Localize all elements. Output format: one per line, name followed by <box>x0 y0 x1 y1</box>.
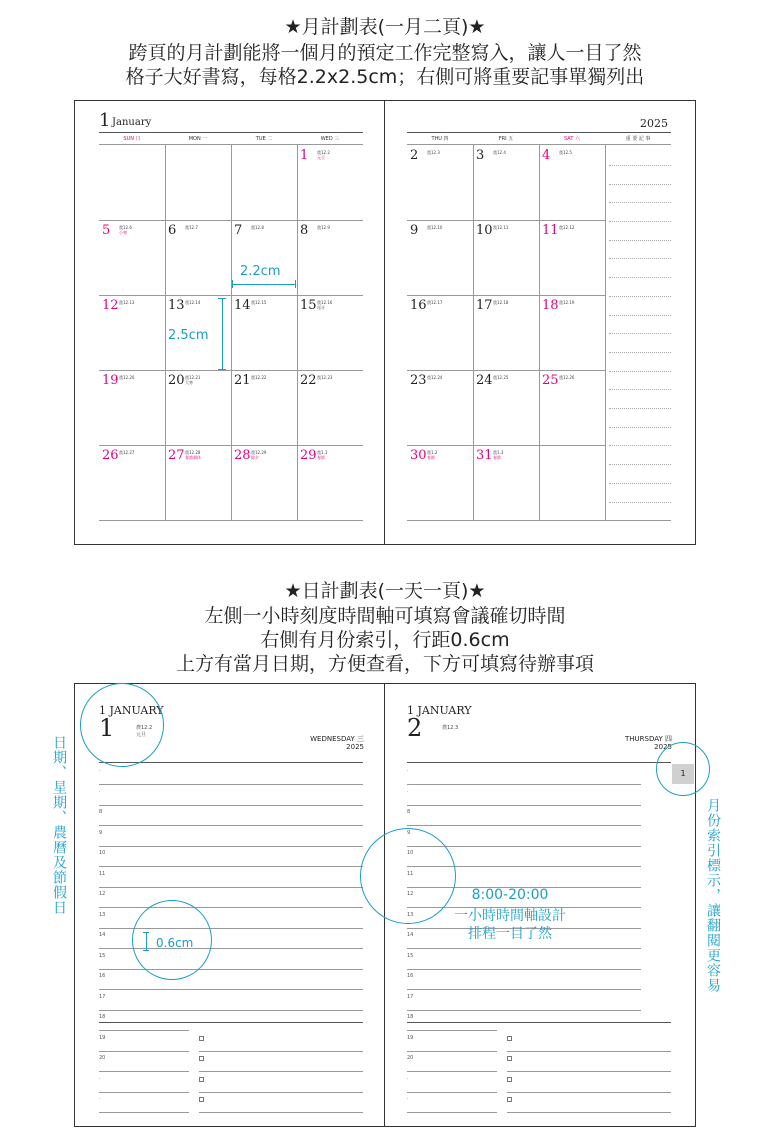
hour-rule <box>99 887 363 888</box>
lunar-date: 農12.11 <box>493 225 509 230</box>
lunar-date: 農12.3 <box>427 150 440 155</box>
hour-label: 15 <box>99 953 106 959</box>
daily-desc-1: 左側一小時刻度時間軸可填寫會議確切時間 <box>204 605 566 627</box>
hour-label: 12 <box>407 891 414 897</box>
spacing-dim-line <box>146 932 147 950</box>
height-dim-cap-bottom <box>218 369 226 370</box>
lunar-date: 農12.22 <box>251 375 267 380</box>
month-name: January <box>112 117 152 128</box>
day1-year: 2025 <box>346 743 364 751</box>
hour-label: 8 <box>99 809 103 815</box>
hour-rule <box>407 1010 641 1011</box>
day-number: 7 <box>234 223 243 238</box>
lunar-date: 農12.15 <box>251 300 267 305</box>
day-number: 17 <box>476 298 493 313</box>
notes-line <box>609 464 671 465</box>
holiday-name: 春節 <box>427 455 435 460</box>
day-number: 12 <box>102 298 119 313</box>
cell-width-label: 2.2cm <box>240 264 281 279</box>
notes-line <box>609 184 671 185</box>
hour-rule <box>407 1071 497 1072</box>
day-number: 3 <box>476 148 485 163</box>
daily-desc-2: 右側有月份索引，行距0.6cm <box>260 629 510 651</box>
month-bottom-rule-left <box>99 520 363 521</box>
month-top-rule-left <box>99 132 363 133</box>
day-number: 21 <box>234 373 251 388</box>
todo-divider-left <box>99 1022 363 1023</box>
lunar-date: 農12.12 <box>559 225 575 230</box>
lunar-date: 農12.23 <box>317 375 333 380</box>
holiday-name: 除夕 <box>251 455 259 460</box>
spacing-dim-cap-top <box>143 932 149 933</box>
lunar-date: 農12.20 <box>119 375 135 380</box>
spacing-dim-cap-bottom <box>143 950 149 951</box>
hour-label: 19 <box>99 1035 106 1041</box>
notes-line <box>609 389 671 390</box>
hour-label: 9 <box>407 830 411 836</box>
todo-rule <box>507 1112 671 1113</box>
day-number: 11 <box>542 223 559 238</box>
todo-checkbox <box>199 1097 204 1102</box>
holiday-name: 元旦 <box>317 155 325 160</box>
hour-label: 16 <box>407 973 414 979</box>
hour-label: 19 <box>407 1035 414 1041</box>
monthly-right-page <box>384 100 696 545</box>
col-rule <box>539 145 540 520</box>
lunar-date: 農12.4 <box>493 150 506 155</box>
todo-checkbox <box>507 1097 512 1102</box>
monthly-title: ★月計劃表(一月二頁)★ <box>284 16 486 38</box>
month-bottom-rule-right <box>407 520 671 521</box>
hour-rule <box>99 846 363 847</box>
hour-label: · <box>99 789 101 795</box>
month-index-tab[interactable]: 1 <box>672 764 694 784</box>
notes-line <box>609 240 671 241</box>
weekday-header: SAT 六 <box>564 136 580 142</box>
hour-rule <box>99 907 363 908</box>
col-rule <box>473 145 474 520</box>
day-number: 28 <box>234 448 251 463</box>
lunar-date: 農12.7 <box>185 225 198 230</box>
day-number: 22 <box>300 373 317 388</box>
notes-line <box>609 165 671 166</box>
hour-label: 9 <box>99 830 103 836</box>
lunar-date: 農12.29 <box>251 450 267 455</box>
day-number: 25 <box>542 373 559 388</box>
lunar-date: 農1.2 <box>427 450 438 455</box>
day1-month: 1 JANUARY <box>99 704 164 717</box>
lunar-date: 農12.14 <box>185 300 201 305</box>
hour-rule <box>407 989 641 990</box>
hour-rule <box>99 1112 189 1113</box>
month-number: 1 <box>99 110 111 131</box>
day-top-rule <box>407 762 671 763</box>
day2-weekday: THURSDAY 四 <box>625 735 672 743</box>
holiday-name: 春節 <box>493 455 501 460</box>
todo-checkbox <box>507 1077 512 1082</box>
width-dim-cap-right <box>295 280 296 288</box>
col-rule <box>605 145 606 520</box>
hour-rule <box>407 969 641 970</box>
lunar-date: 農12.19 <box>559 300 575 305</box>
monthly-desc-1: 跨頁的月計劃能將一個月的預定工作完整寫入，讓人一目了然 <box>128 42 642 64</box>
hour-rule <box>99 969 363 970</box>
notes-line <box>609 408 671 409</box>
todo-checkbox <box>199 1077 204 1082</box>
notes-header: 重 要 記 事 <box>625 136 651 142</box>
hour-label: · <box>99 768 101 774</box>
day1-holiday: 元旦 <box>136 732 147 738</box>
hour-rule <box>407 1092 497 1093</box>
hour-rule <box>407 825 641 826</box>
hour-rule <box>99 1051 189 1052</box>
week-rule-right <box>407 295 605 296</box>
day-number: 8 <box>300 223 309 238</box>
hour-rule <box>99 866 363 867</box>
hour-label: 17 <box>407 994 414 1000</box>
todo-rule <box>199 1092 363 1093</box>
monthly-left-page <box>74 100 385 545</box>
hour-label: 20 <box>407 1055 414 1061</box>
col-rule <box>297 145 298 520</box>
hour-label: 14 <box>407 932 414 938</box>
holiday-name: 大寒 <box>185 380 193 385</box>
hour-rule <box>407 1112 497 1113</box>
notes-line <box>609 371 671 372</box>
hour-label: 18 <box>99 1014 106 1020</box>
hour-rule <box>407 784 641 785</box>
col-rule <box>165 145 166 520</box>
day-number: 2 <box>410 148 419 163</box>
day-number: 9 <box>410 223 419 238</box>
week-rule-right <box>407 370 605 371</box>
day1-lunar: 農12.2 <box>136 725 153 731</box>
hour-label: · <box>407 768 409 774</box>
lunar-date: 農12.10 <box>427 225 443 230</box>
hour-rule <box>99 825 363 826</box>
hour-rule <box>99 784 363 785</box>
hour-rule <box>99 1092 189 1093</box>
hour-label: 16 <box>99 973 106 979</box>
hour-label: 13 <box>99 912 106 918</box>
hour-rule <box>99 1030 189 1031</box>
notes-line <box>609 277 671 278</box>
height-dim-cap-top <box>218 298 226 299</box>
notes-line <box>609 483 671 484</box>
notes-line <box>609 315 671 316</box>
todo-rule <box>507 1092 671 1093</box>
holiday-name: 小寒 <box>119 230 127 235</box>
notes-line <box>609 221 671 222</box>
weekday-header: WED 三 <box>320 136 340 142</box>
lunar-date: 農12.27 <box>119 450 135 455</box>
day-number: 26 <box>102 448 119 463</box>
weekday-header: TUE 二 <box>255 136 273 142</box>
hour-rule <box>99 989 363 990</box>
lunar-date: 農12.2 <box>317 150 330 155</box>
weekday-header: THU 四 <box>431 136 449 142</box>
notes-line <box>609 427 671 428</box>
day-number: 31 <box>476 448 493 463</box>
day1-weekday: WEDNESDAY 三 <box>310 735 364 743</box>
hour-label: 12 <box>99 891 106 897</box>
month-top-rule-right <box>407 132 671 133</box>
width-dimension-line <box>232 284 296 285</box>
lunar-date: 農12.6 <box>119 225 132 230</box>
hour-label: 17 <box>99 994 106 1000</box>
day-number: 30 <box>410 448 427 463</box>
todo-checkbox <box>199 1036 204 1041</box>
todo-rule <box>199 1112 363 1113</box>
lunar-date: 農12.17 <box>427 300 443 305</box>
hour-label: · <box>99 1076 101 1082</box>
day-number: 14 <box>234 298 251 313</box>
hour-label: 20 <box>99 1055 106 1061</box>
day-number: 6 <box>168 223 177 238</box>
month-index-callout-circle <box>656 742 710 796</box>
notes-line <box>609 502 671 503</box>
hour-label: 10 <box>407 850 414 856</box>
lunar-date: 農1.1 <box>317 450 328 455</box>
week-rule-right <box>407 445 605 446</box>
hour-label: · <box>407 789 409 795</box>
hour-label: · <box>407 1076 409 1082</box>
year-label: 2025 <box>640 117 668 130</box>
todo-checkbox <box>507 1036 512 1041</box>
daily-title: ★日計劃表(一天一頁)★ <box>284 580 486 602</box>
timeline-label-hours: 8:00-20:00 <box>471 887 549 903</box>
lunar-date: 農12.16 <box>317 300 333 305</box>
hour-rule <box>99 1071 189 1072</box>
holiday-name: 春節調休 <box>185 455 201 460</box>
notes-line <box>609 258 671 259</box>
hour-rule <box>99 1010 363 1011</box>
right-callout-text: 月份索引標示，讓翻閱更容易 <box>705 798 721 993</box>
notes-line <box>609 202 671 203</box>
lunar-date: 農12.21 <box>185 375 201 380</box>
day2-year: 2025 <box>654 743 672 751</box>
notes-line <box>609 333 671 334</box>
holiday-name: 尾牙 <box>317 305 325 310</box>
day-number: 13 <box>168 298 185 313</box>
day-number: 10 <box>476 223 493 238</box>
day-number: 4 <box>542 148 551 163</box>
lunar-date: 農12.5 <box>559 150 572 155</box>
weekday-header: MON 一 <box>188 136 208 142</box>
hour-label: · <box>99 1096 101 1102</box>
notes-line <box>609 445 671 446</box>
notes-line <box>609 352 671 353</box>
hour-rule <box>407 948 641 949</box>
todo-checkbox <box>199 1056 204 1061</box>
timeline-label-note: 排程一目了然 <box>468 926 552 942</box>
spacing-label: 0.6cm <box>156 936 194 950</box>
hour-label: 8 <box>407 809 411 815</box>
lunar-date: 農12.24 <box>427 375 443 380</box>
todo-rule <box>507 1071 671 1072</box>
todo-rule <box>507 1051 671 1052</box>
hour-label: · <box>407 1096 409 1102</box>
weekday-header: FRI 五 <box>498 136 514 142</box>
weekday-header: SUN 日 <box>123 136 141 142</box>
day-number: 23 <box>410 373 427 388</box>
day-number: 1 <box>300 148 309 163</box>
date-callout-circle <box>80 683 164 767</box>
lunar-date: 農12.13 <box>119 300 135 305</box>
lunar-date: 農12.9 <box>317 225 330 230</box>
holiday-name: 春節 <box>317 455 325 460</box>
day-number: 5 <box>102 223 111 238</box>
hour-rule <box>407 1051 497 1052</box>
height-dimension-line <box>222 298 223 370</box>
day1-number: 1 <box>99 714 115 742</box>
notes-line <box>609 296 671 297</box>
todo-rule <box>199 1071 363 1072</box>
todo-rule <box>199 1051 363 1052</box>
daily-desc-3: 上方有當月日期，方便查看，下方可填寫待辦事項 <box>175 653 594 675</box>
hour-label: 10 <box>99 850 106 856</box>
day-number: 29 <box>300 448 317 463</box>
day-number: 16 <box>410 298 427 313</box>
hour-label: 11 <box>99 871 106 877</box>
hour-label: 11 <box>407 871 414 877</box>
hour-label: 13 <box>407 912 414 918</box>
day2-number: 2 <box>407 714 423 742</box>
todo-divider-right <box>407 1022 671 1023</box>
left-callout-text: 日期、星期、農曆及節假日 <box>51 735 67 915</box>
day-number: 20 <box>168 373 185 388</box>
todo-checkbox <box>507 1056 512 1061</box>
hour-rule <box>407 805 641 806</box>
day2-lunar: 農12.3 <box>442 725 459 731</box>
lunar-date: 農12.26 <box>559 375 575 380</box>
monthly-desc-2: 格子大好書寫，每格2.2x2.5cm；右側可將重要記事單獨列出 <box>125 66 645 88</box>
lunar-date: 農1.3 <box>493 450 504 455</box>
week-rule-right <box>407 220 605 221</box>
lunar-date: 農12.18 <box>493 300 509 305</box>
hour-rule <box>99 805 363 806</box>
day-number: 27 <box>168 448 185 463</box>
hour-label: 18 <box>407 1014 414 1020</box>
day-number: 18 <box>542 298 559 313</box>
col-rule <box>231 145 232 520</box>
day2-month: 1 JANUARY <box>407 704 472 717</box>
width-dim-cap-left <box>232 280 233 288</box>
timeline-label-desc: 一小時時間軸設計 <box>454 908 566 924</box>
lunar-date: 農12.28 <box>185 450 201 455</box>
lunar-date: 農12.25 <box>493 375 509 380</box>
day-number: 24 <box>476 373 493 388</box>
hour-label: 15 <box>407 953 414 959</box>
day-number: 15 <box>300 298 317 313</box>
hour-label: 14 <box>99 932 106 938</box>
cell-height-label: 2.5cm <box>168 328 209 343</box>
lunar-date: 農12.8 <box>251 225 264 230</box>
day-number: 19 <box>102 373 119 388</box>
hour-rule <box>407 1030 497 1031</box>
